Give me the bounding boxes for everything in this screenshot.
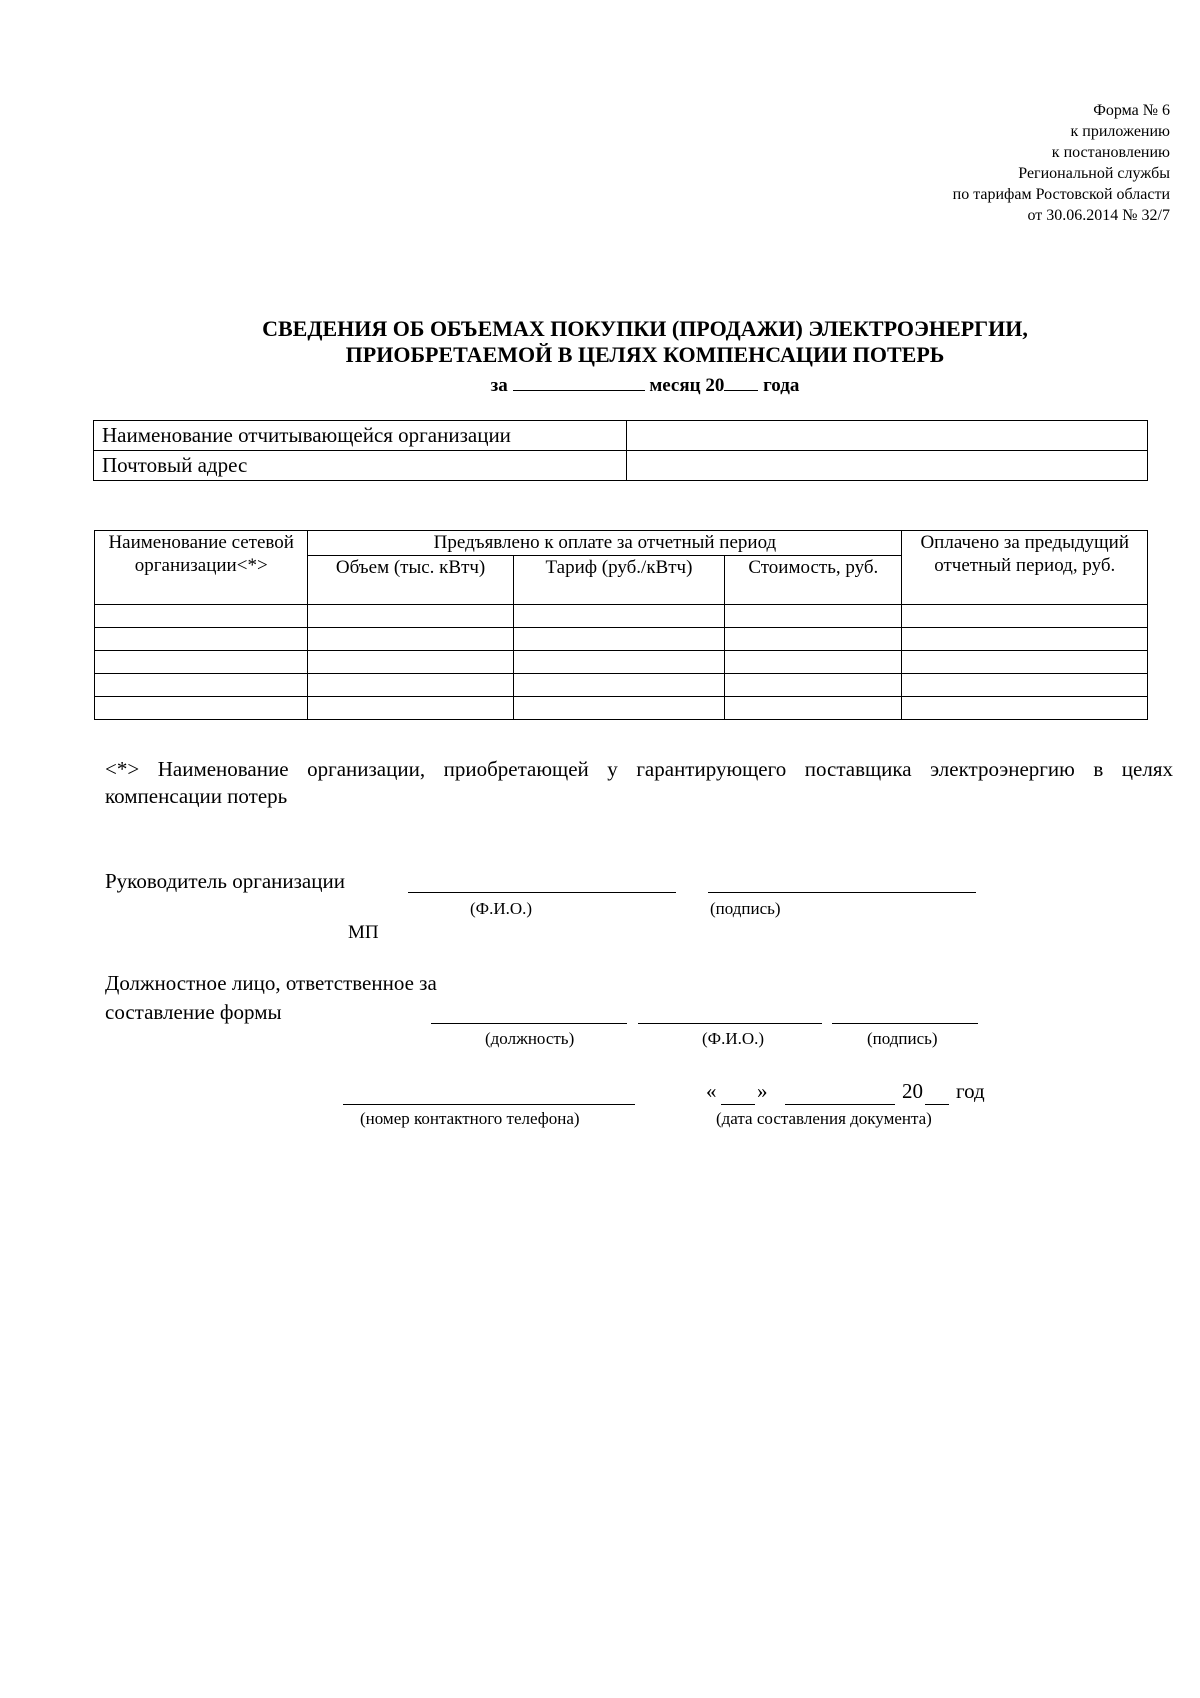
header-line: по тарифам Ростовской области <box>952 186 1170 203</box>
responsible-signature-caption: (подпись) <box>867 1029 938 1048</box>
header-line: к приложению <box>1070 123 1170 140</box>
table-cell[interactable] <box>95 651 308 674</box>
title-line-1: СВЕДЕНИЯ ОБ ОБЪЕМАХ ПОКУПКИ (ПРОДАЖИ) ЭЛЕКТРОЭНЕРГИИ, <box>262 316 1028 341</box>
period-month: месяц 20 <box>649 375 725 396</box>
head-fio-line[interactable] <box>408 892 676 893</box>
table-cell[interactable] <box>902 651 1148 674</box>
head-fio-caption: (Ф.И.О.) <box>470 899 533 918</box>
table-cell[interactable] <box>513 605 724 628</box>
head-signature-line[interactable] <box>708 892 976 893</box>
org-info-table <box>93 420 1148 481</box>
date-caption: (дата составления документа) <box>716 1109 932 1128</box>
col-cost-header: Стоимость, руб. <box>725 556 902 605</box>
postal-address-label: Почтовый адрес <box>94 451 627 481</box>
table-cell[interactable] <box>513 651 724 674</box>
table-cell[interactable] <box>725 674 902 697</box>
table-cell[interactable] <box>725 651 902 674</box>
period-prefix: за <box>490 375 508 396</box>
form-title <box>90 316 1200 368</box>
head-label: Руководитель организации <box>105 869 345 893</box>
org-name-label: Наименование отчитывающейся организации <box>94 421 627 451</box>
date-day-line[interactable] <box>721 1104 755 1105</box>
purchase-volume-table <box>94 530 1148 720</box>
col-tariff-header: Тариф (руб./кВтч) <box>513 556 724 605</box>
date-open-quote: « <box>706 1079 717 1103</box>
table-cell[interactable] <box>725 697 902 720</box>
table-cell[interactable] <box>95 674 308 697</box>
org-name-row <box>94 421 1148 451</box>
table-cell[interactable] <box>902 697 1148 720</box>
responsible-fio-caption: (Ф.И.О.) <box>702 1029 765 1048</box>
position-caption: (должность) <box>485 1029 575 1048</box>
responsible-label-line-2: составление формы <box>105 1000 282 1024</box>
title-line-2: ПРИОБРЕТАЕМОЙ В ЦЕЛЯХ КОМПЕНСАЦИИ ПОТЕРЬ <box>345 342 945 367</box>
table-cell[interactable] <box>902 674 1148 697</box>
col-network-org-header: Наименование сетевой организации<*> <box>95 531 308 605</box>
org-name-value-cell[interactable] <box>627 421 1148 451</box>
table-row <box>95 628 1148 651</box>
header-line: Форма № 6 <box>1093 102 1170 119</box>
postal-address-row <box>94 451 1148 481</box>
phone-caption: (номер контактного телефона) <box>360 1109 580 1128</box>
table-cell[interactable] <box>308 628 513 651</box>
table-cell[interactable] <box>902 605 1148 628</box>
table-cell[interactable] <box>95 628 308 651</box>
table-cell[interactable] <box>308 697 513 720</box>
stamp-label: МП <box>348 922 379 943</box>
responsible-fio-line[interactable] <box>638 1023 822 1024</box>
table-cell[interactable] <box>725 628 902 651</box>
date-year-suffix: год <box>956 1079 985 1103</box>
month-blank-field[interactable] <box>513 372 645 391</box>
col-volume-header: Объем (тыс. кВтч) <box>308 556 513 605</box>
position-line[interactable] <box>431 1023 627 1024</box>
responsible-label-line-1: Должностное лицо, ответственное за <box>105 971 437 995</box>
table-cell[interactable] <box>308 605 513 628</box>
form-header <box>700 100 1170 226</box>
date-close-quote: » <box>757 1079 768 1103</box>
period-year: года <box>763 375 800 396</box>
date-month-line[interactable] <box>785 1104 895 1105</box>
table-row <box>95 674 1148 697</box>
footnote: <*> Наименование организации, приобретающей у гарантирующего поставщика электроэнергию в целях компенсации потерь <box>105 757 1173 808</box>
table-cell[interactable] <box>513 697 724 720</box>
date-year-line[interactable] <box>925 1104 949 1105</box>
col-paid-prev-header: Оплачено за предыдущий отчетный период, руб. <box>902 531 1148 605</box>
table-row <box>95 605 1148 628</box>
date-year-prefix: 20 <box>902 1079 923 1103</box>
table-cell[interactable] <box>513 674 724 697</box>
table-cell[interactable] <box>513 628 724 651</box>
year-blank-field[interactable] <box>724 372 758 391</box>
table-cell[interactable] <box>308 651 513 674</box>
phone-line[interactable] <box>343 1104 635 1105</box>
header-line: от 30.06.2014 № 32/7 <box>1027 207 1170 224</box>
table-cell[interactable] <box>95 605 308 628</box>
table-row <box>95 651 1148 674</box>
table-cell[interactable] <box>902 628 1148 651</box>
table-row <box>95 697 1148 720</box>
postal-address-value-cell[interactable] <box>627 451 1148 481</box>
table-cell[interactable] <box>308 674 513 697</box>
responsible-signature-line[interactable] <box>832 1023 978 1024</box>
head-signature-caption: (подпись) <box>710 899 781 918</box>
header-line: к постановлению <box>1051 144 1170 161</box>
period-line <box>90 372 1200 398</box>
table-cell[interactable] <box>725 605 902 628</box>
header-line: Региональной службы <box>1018 165 1170 182</box>
table-cell[interactable] <box>95 697 308 720</box>
table-header-row-1 <box>95 531 1148 556</box>
group-presented-header: Предъявлено к оплате за отчетный период <box>308 531 902 556</box>
